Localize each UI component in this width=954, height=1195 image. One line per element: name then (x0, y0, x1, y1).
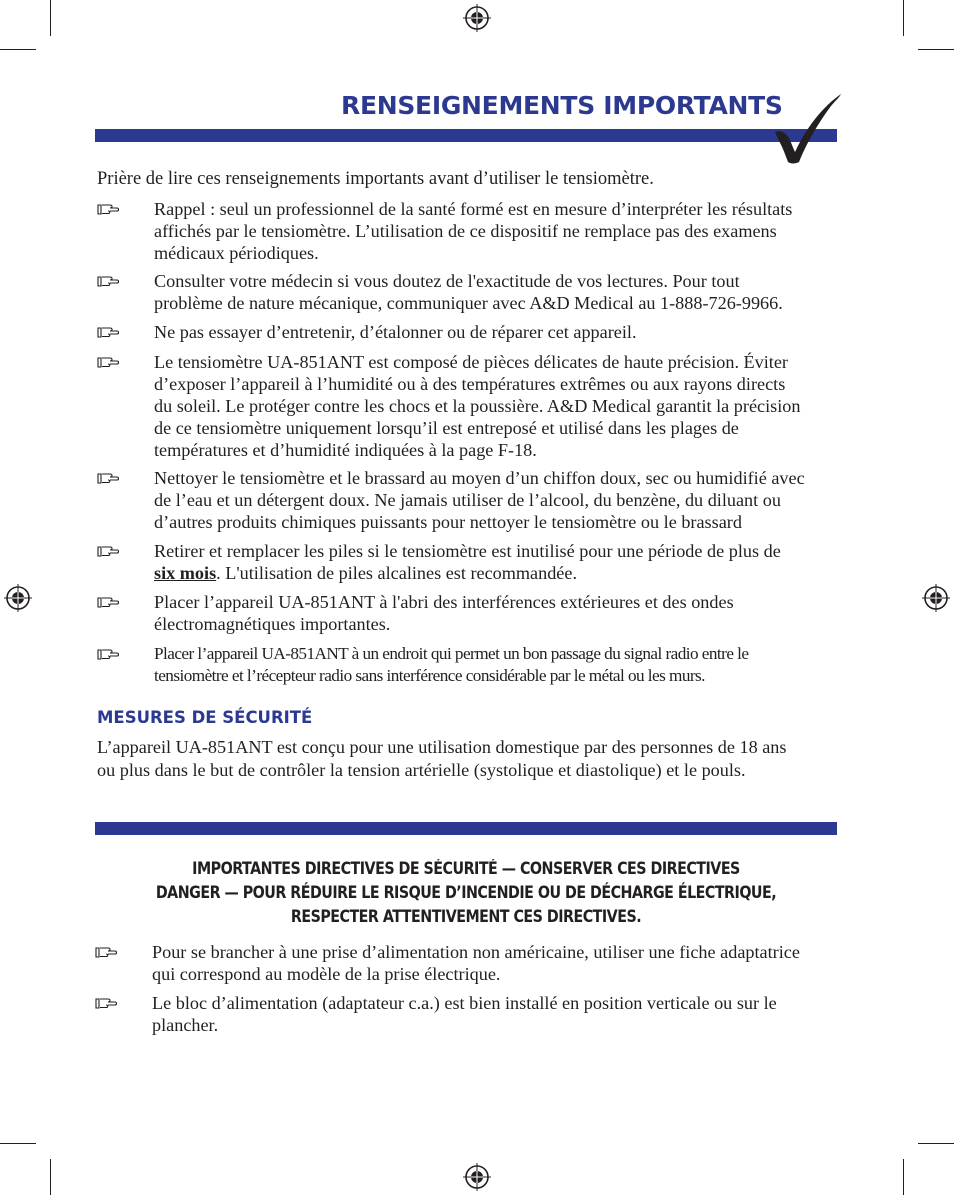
pointing-hand-icon (95, 994, 117, 1010)
directives-line: IMPORTANTES DIRECTIVES DE SÉCURITÉ — CONSERVER CES DIRECTIVES (192, 859, 740, 878)
item-line: d’autres produits chimiques puissants pour nettoyer le tensiomètre ou le brassard (154, 512, 742, 532)
pointing-hand-icon (97, 353, 119, 369)
item-line (154, 562, 781, 584)
item-line: Consulter votre médecin si vous doutez de l'exactitude de vos lectures. Pour tout (154, 271, 740, 291)
item-line: tensiomètre et l’récepteur radio sans interférence considérable par le métal ou les murs. (154, 666, 705, 685)
item-line: affichés par le tensiomètre. L’utilisation de ce dispositif ne remplace pas des examens (154, 221, 777, 241)
crop-mark (903, 0, 904, 36)
item-line: Placer l’appareil UA-851ANT à l'abri des interférences extérieures et des ondes (154, 592, 734, 612)
item-line: Retirer et remplacer les piles si le tensiomètre est inutilisé pour une période de plus de (154, 541, 781, 561)
pointing-hand-icon (97, 593, 119, 609)
registration-mark-icon (463, 4, 491, 32)
item-line: Le bloc d’alimentation (adaptateur c.a.) est bien installé en position verticale ou sur le (152, 993, 777, 1013)
registration-mark-icon (463, 1163, 491, 1191)
item-line: Placer l’appareil UA-851ANT à un endroit qui permet un bon passage du signal radio entre le (154, 644, 749, 663)
crop-mark (50, 1159, 51, 1195)
paragraph-line: ou plus dans le but de contrôler la tension artérielle (systolique et diastolique) et le pouls. (97, 760, 746, 780)
emphasis-six-mois: six mois (154, 563, 217, 583)
crop-mark (50, 0, 51, 36)
item-line: plancher. (152, 1015, 219, 1035)
crop-mark (903, 1159, 904, 1195)
pointing-hand-icon (95, 943, 117, 959)
page-title: RENSEIGNEMENTS IMPORTANTS (341, 91, 783, 120)
section-rule (95, 822, 837, 835)
intro-text: Prière de lire ces renseignements importants avant d’utiliser le tensiomètre. (97, 169, 654, 189)
directives-line: RESPECTER ATTENTIVEMENT CES DIRECTIVES. (290, 907, 642, 926)
item-line-rest: . L'utilisation de piles alcalines est recommandée. (216, 563, 578, 583)
item-line: Rappel : seul un professionnel de la santé formé est en mesure d’interpréter les résultats (154, 199, 793, 219)
item-line: d’exposer l’appareil à l’humidité ou à des températures extrêmes ou aux rayons directs (154, 374, 786, 394)
directives-line: DANGER — POUR RÉDUIRE LE RISQUE D’INCENDIE OU DE DÉCHARGE ÉLECTRIQUE, (155, 883, 777, 902)
pointing-hand-icon (97, 272, 119, 288)
pointing-hand-icon (97, 645, 119, 661)
registration-mark-icon (922, 584, 950, 612)
pointing-hand-icon (97, 469, 119, 485)
item-line: médicaux périodiques. (154, 243, 319, 263)
item-line: du soleil. Le protéger contre les chocs et la poussière. A&D Medical garantit la précision (154, 396, 801, 416)
item-line: Ne pas essayer d’entretenir, d’étalonner ou de réparer cet appareil. (154, 322, 637, 342)
item-line: Pour se brancher à une prise d’alimentation non américaine, utiliser une fiche adaptatrice (152, 942, 800, 962)
item-line: de ce tensiomètre uniquement lorsqu’il est entreposé et utilisé dans les plages de (154, 418, 739, 438)
crop-mark (918, 1143, 954, 1144)
crop-mark (918, 49, 954, 50)
item-line: électromagnétiques importantes. (154, 614, 391, 634)
paragraph-line: L’appareil UA-851ANT est conçu pour une utilisation domestique par des personnes de 18 ans (97, 737, 787, 757)
item-line: qui correspond au modèle de la prise électrique. (152, 964, 501, 984)
title-rule (95, 129, 837, 142)
item-line: températures et d’humidité indiquées à la page F-18. (154, 440, 537, 460)
item-line: problème de nature mécanique, communiquer avec A&D Medical au 1-888-726-9966. (154, 293, 783, 313)
directives-heading (147, 857, 785, 929)
item-line: de l’eau et un détergent doux. Ne jamais utiliser de l’alcool, du benzène, du diluant ou (154, 490, 781, 510)
checkmark-icon (773, 92, 843, 164)
item-line: Nettoyer le tensiomètre et le brassard au moyen d’un chiffon doux, sec ou humidifié avec (154, 468, 805, 488)
pointing-hand-icon (97, 542, 119, 558)
safety-paragraph (97, 736, 786, 782)
section-heading-safety: MESURES DE SÉCURITÉ (97, 708, 313, 727)
pointing-hand-icon (97, 200, 119, 216)
crop-mark (0, 1143, 36, 1144)
registration-mark-icon (4, 584, 32, 612)
crop-mark (0, 49, 36, 50)
item-line: Le tensiomètre UA-851ANT est composé de pièces délicates de haute précision. Éviter (154, 352, 788, 372)
pointing-hand-icon (97, 323, 119, 339)
